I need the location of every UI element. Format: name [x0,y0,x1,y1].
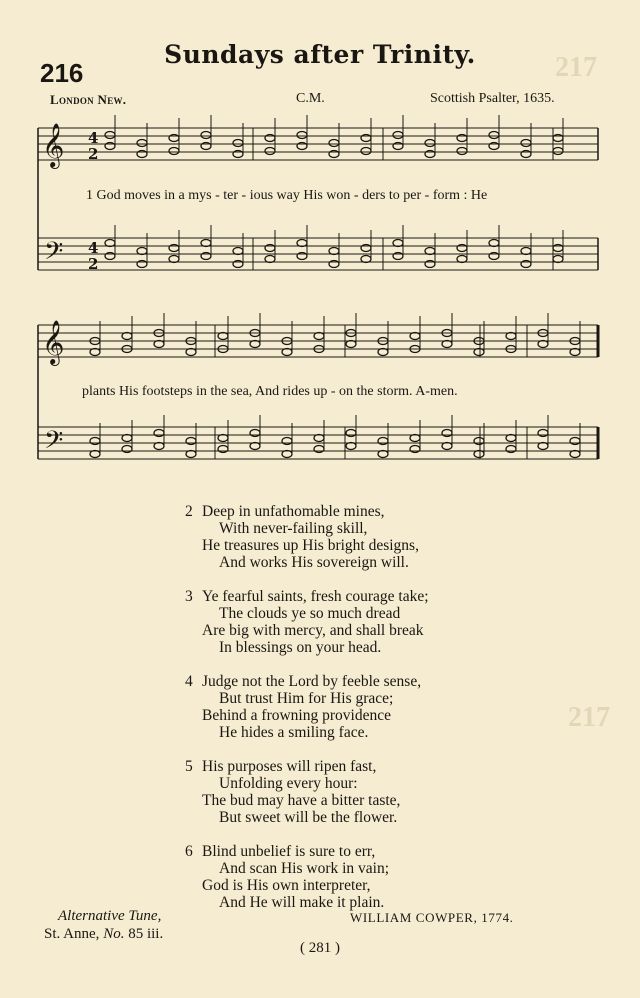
verse-line: The bud may have a bitter taste, [202,792,401,809]
note-head [250,443,260,450]
note-head [489,132,499,139]
hymn-number: 216 [40,58,84,88]
note-head [282,349,292,356]
note-head [90,451,100,458]
note-head [506,435,516,442]
note-head [250,341,260,348]
bleed-through-hymn-number: 217 [555,52,597,83]
note-head [154,443,164,450]
tune-meter: C.M. [296,91,325,106]
section-title: Sundays after Trinity. [164,40,476,69]
note-head [457,256,467,263]
note-head [329,248,339,255]
note-head [233,248,243,255]
time-signature: 4 [88,129,99,147]
alternative-tune-label: Alternative Tune, [58,908,162,924]
verse-line: Unfolding every hour: [219,775,358,792]
verse-line: With never-failing skill, [219,520,368,537]
note-head [570,451,580,458]
author-credit: WILLIAM COWPER, 1774. [350,910,514,925]
note-head [314,333,324,340]
alternative-tune-no: No. [103,926,125,942]
verses [185,503,429,928]
note-head [169,148,179,155]
note-head [218,333,228,340]
treble-clef-icon: 𝄞 [42,123,65,167]
stanza-number: 3 [185,588,193,605]
verse-line: God is His own interpreter, [202,877,371,894]
verse-line: Behind a frowning providence [202,707,391,724]
time-signature: 4 [88,239,99,257]
stanza [185,673,429,741]
note-head [553,256,563,263]
note-head [553,148,563,155]
note-head [297,132,307,139]
verse-line: Deep in unfathomable mines, [202,503,385,520]
time-signature: 2 [88,145,99,163]
page-number: ( 281 ) [300,940,340,956]
note-head [361,148,371,155]
note-head [186,349,196,356]
stanza [185,503,429,571]
note-head [346,341,356,348]
note-head [442,443,452,450]
note-head [521,248,531,255]
note-head [489,240,499,247]
note-head [442,341,452,348]
note-head [393,132,403,139]
note-head [122,435,132,442]
verse-line: Judge not the Lord by feeble sense, [202,673,422,690]
note-head [218,435,228,442]
note-head [393,240,403,247]
note-head [105,240,115,247]
bass-clef-icon: 𝄢 [44,426,64,461]
note-head [282,451,292,458]
time-signature: 2 [88,255,99,273]
stanza [185,758,429,826]
note-head [265,148,275,155]
verse-line: He treasures up His bright designs, [202,537,419,554]
verse-line: In blessings on your head. [219,639,382,656]
verse-line: The clouds ye so much dread [219,605,401,622]
note-head [474,349,484,356]
note-head [457,148,467,155]
stanza [185,843,429,911]
note-head [154,341,164,348]
verse-line: And scan His work in vain; [219,860,390,877]
verse-line: Blind unbelief is sure to err, [202,843,376,860]
verse-line: But sweet will be the flower. [219,809,398,826]
note-head [314,435,324,442]
note-head [378,451,388,458]
tune-name: London New. [50,92,127,107]
lyrics-line-2: plants His footsteps in the sea, And rides up - on the storm. A-men. [82,384,458,399]
note-head [90,349,100,356]
note-head [137,248,147,255]
note-head [201,132,211,139]
note-head [105,132,115,139]
verse-line: But trust Him for His grace; [219,690,394,707]
note-head [233,140,243,147]
note-head [425,248,435,255]
stanza [185,588,429,656]
verse-line: And works His sovereign will. [219,554,409,571]
stanza-number: 4 [185,673,193,690]
bleed-through-hymn-number-lower: 217 [568,702,610,733]
staff-systems [38,115,598,461]
treble-clef-icon: 𝄞 [42,320,65,364]
verse-line: And He will make it plain. [219,894,385,911]
tune-source: Scottish Psalter, 1635. [430,91,555,106]
note-head [329,140,339,147]
note-head [425,140,435,147]
note-head [410,333,420,340]
verse-line: His purposes will ripen fast, [202,758,377,775]
verse-line: He hides a smiling face. [219,724,369,741]
note-head [297,240,307,247]
note-head [506,333,516,340]
alternative-tune-ref: 85 iii. [128,926,164,942]
note-head [538,341,548,348]
note-head [346,443,356,450]
note-head [186,451,196,458]
stanza-number: 2 [185,503,193,520]
stanza-number: 5 [185,758,193,775]
bass-clef-icon: 𝄢 [44,237,64,272]
verse-line: Are big with mercy, and shall break [202,622,424,639]
note-head [378,349,388,356]
note-head [361,256,371,263]
alternative-tune-name: St. Anne, [44,926,100,942]
note-head [474,451,484,458]
stanza-number: 6 [185,843,193,860]
verse-line: Ye fearful saints, fresh courage take; [202,588,429,605]
note-head [137,140,147,147]
note-head [570,349,580,356]
note-head [521,140,531,147]
note-head [201,240,211,247]
note-head [122,333,132,340]
note-head [410,435,420,442]
lyrics-line-1: 1 God moves in a mys - ter - ious way His won - ders to per - form : He [86,188,488,203]
note-head [265,256,275,263]
note-head [538,443,548,450]
note-head [169,256,179,263]
